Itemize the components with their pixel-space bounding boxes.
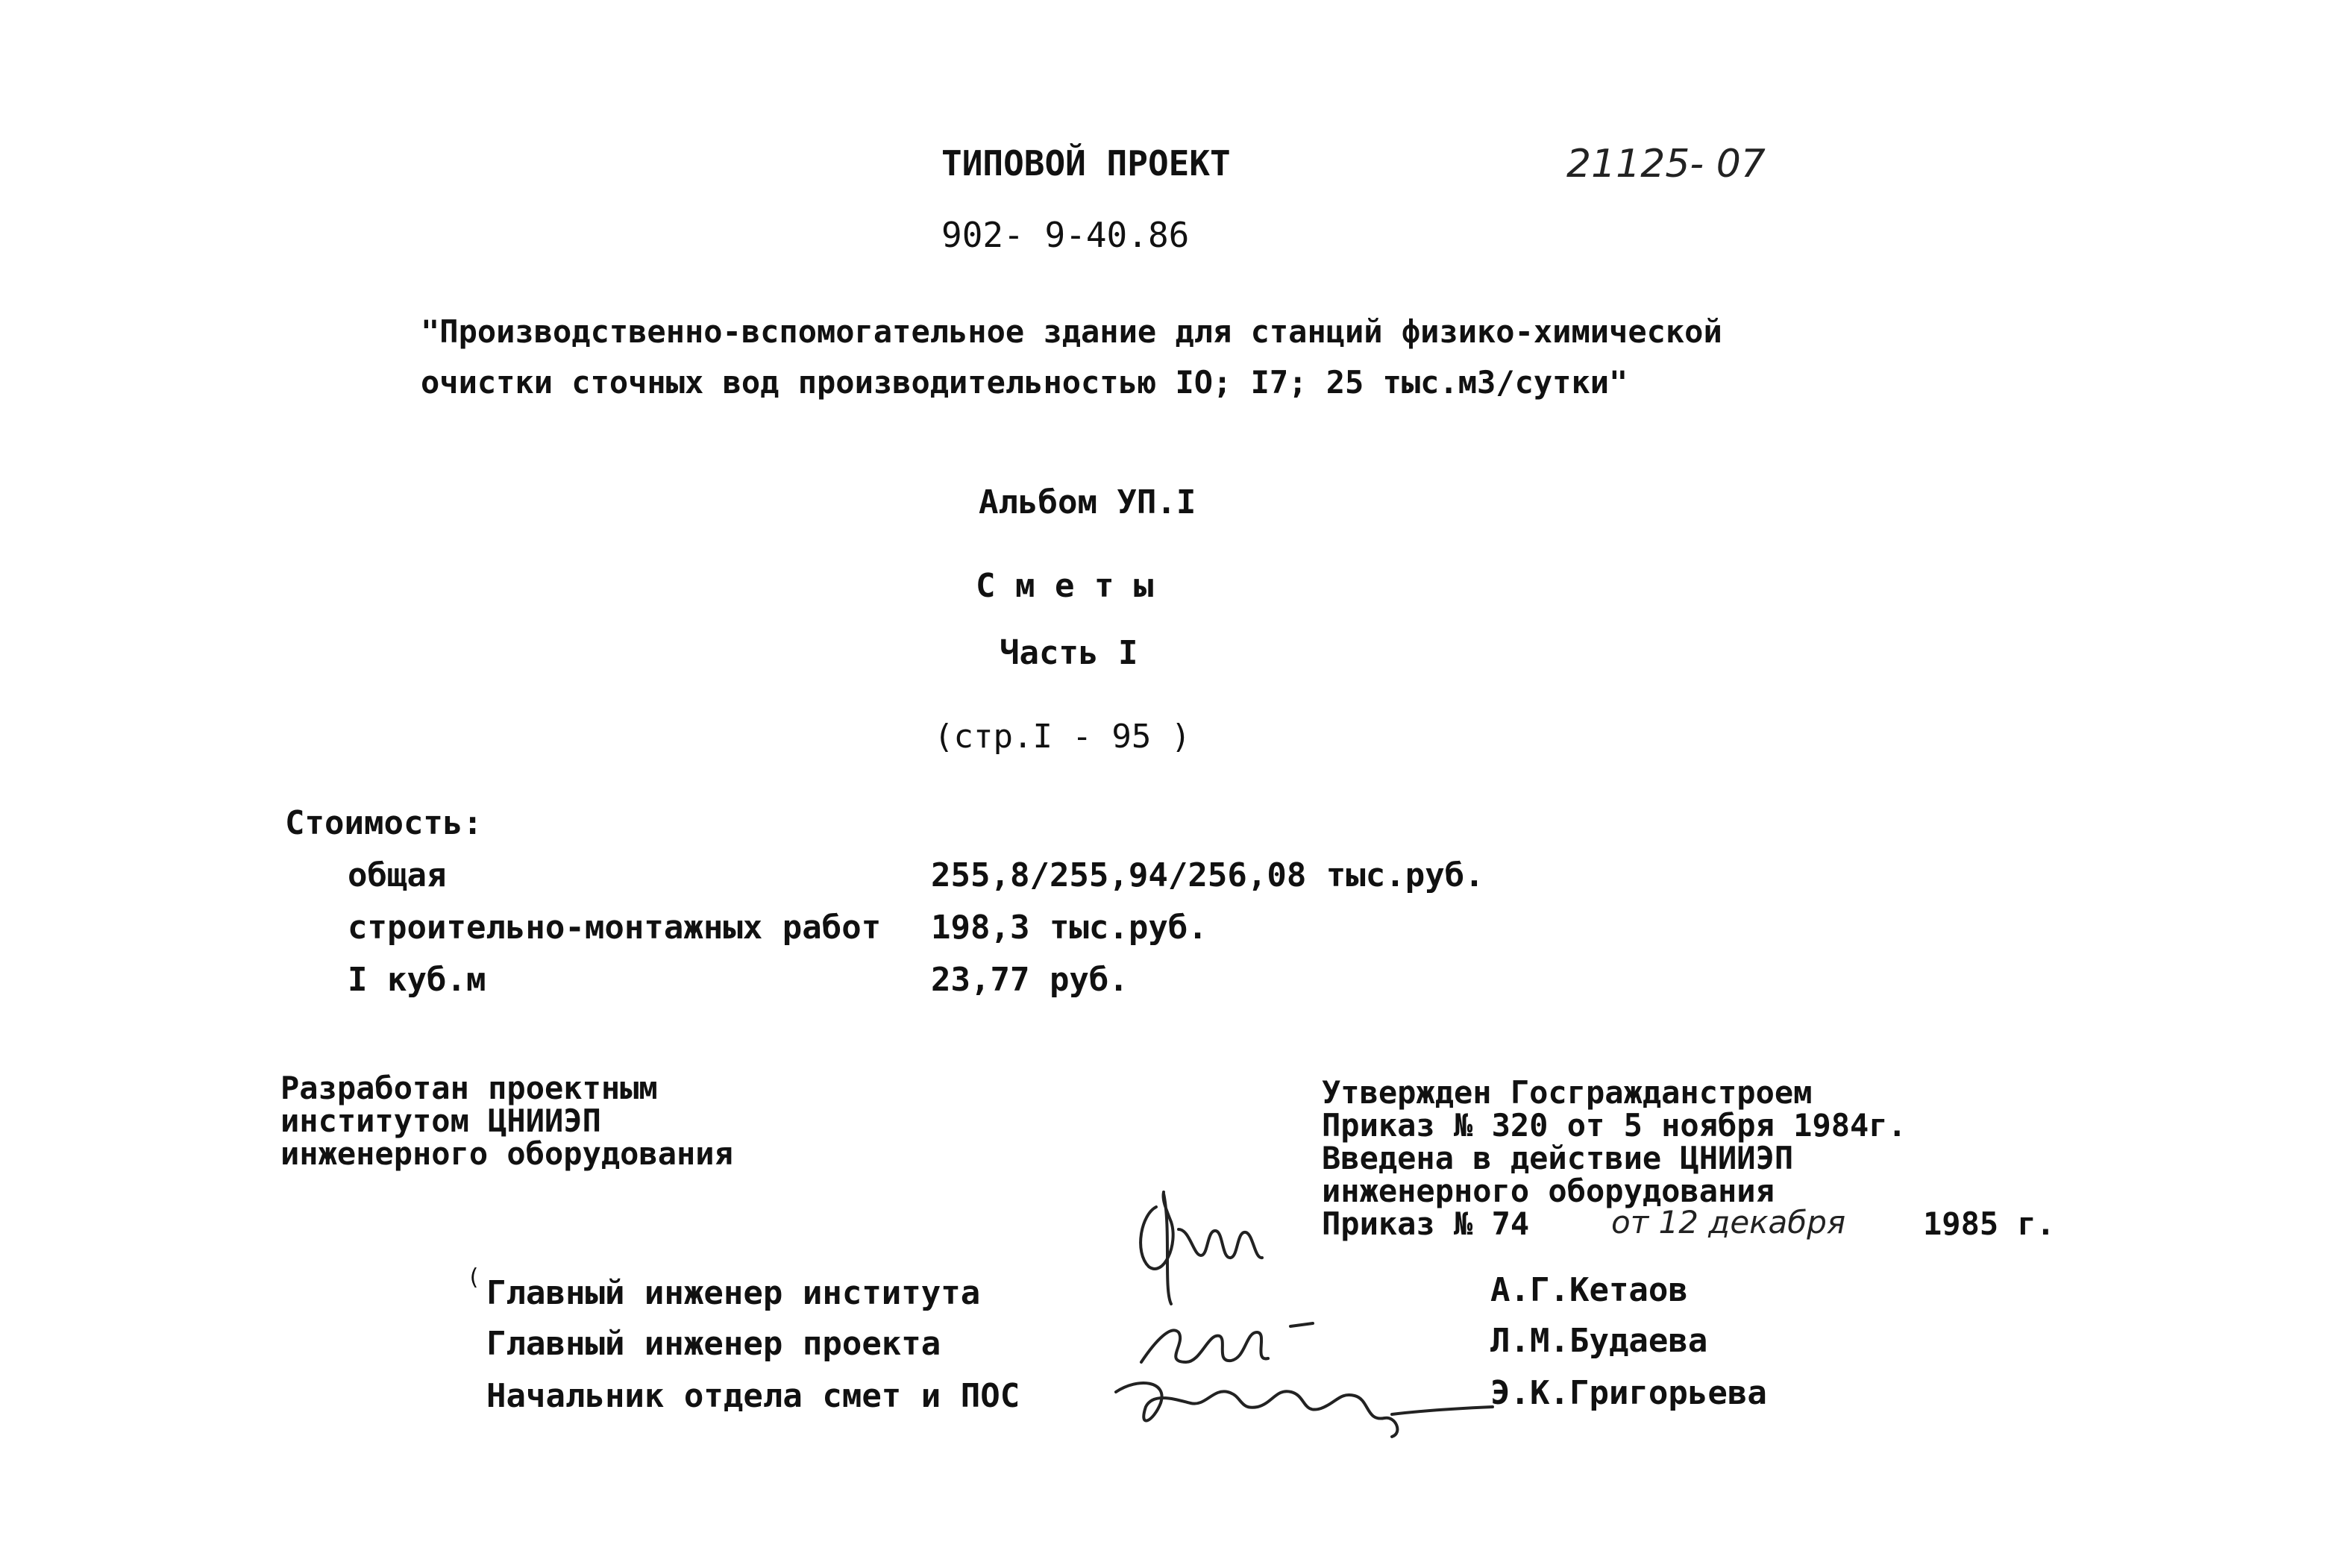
cost-value-per-m3: 23,77 руб. bbox=[931, 961, 1129, 999]
section-label: С м е т ы bbox=[976, 567, 1154, 605]
approval-year: 1985 г. bbox=[1923, 1205, 2056, 1242]
signatory-name-3: Э.К.Григорьева bbox=[1490, 1374, 1767, 1412]
approval-line-1: Утвержден Госгражданстроем bbox=[1322, 1074, 1813, 1111]
title-line-2: очистки сточных вод производительностью IO; I7; 25 тыс.м3/сутки" bbox=[421, 364, 1628, 401]
signature-grigoreva bbox=[1108, 1362, 1496, 1444]
developer-line-1: Разработан проектным bbox=[280, 1070, 658, 1106]
signatory-position-2: Главный инженер проекта bbox=[486, 1325, 941, 1363]
project-type-label: ТИПОВОЙ ПРОЕКТ bbox=[941, 143, 1231, 184]
bracket-mark: ( bbox=[467, 1264, 481, 1291]
approval-date-handwritten: от 12 декабря bbox=[1611, 1204, 1846, 1241]
signatory-name-1: А.Г.Кетаов bbox=[1490, 1271, 1688, 1309]
cost-heading: Стоимость: bbox=[285, 804, 483, 842]
project-number: 902- 9-40.86 bbox=[941, 215, 1190, 255]
developer-line-3: инженерного оборудования bbox=[280, 1135, 733, 1172]
cost-value-total: 255,8/255,94/256,08 тыс.руб. bbox=[931, 856, 1484, 894]
title-line-1: "Производственно-вспомогательное здание для станций физико-химической bbox=[421, 313, 1722, 350]
page-range: (стр.I - 95 ) bbox=[934, 718, 1191, 756]
part-label: Часть I bbox=[1000, 634, 1138, 672]
signature-ketaov bbox=[1119, 1185, 1283, 1311]
approval-line-5-prefix: Приказ № 74 bbox=[1322, 1205, 1530, 1242]
developer-line-2: институтом ЦНИИЭП bbox=[280, 1103, 601, 1139]
inventory-number-handwritten: 21125- 07 bbox=[1566, 142, 1766, 186]
cost-label-construction: строительно-монтажных работ bbox=[348, 909, 882, 947]
approval-line-3: Введена в действие ЦНИИЭП bbox=[1322, 1140, 1794, 1176]
signatory-position-3: Начальник отдела смет и ПОС bbox=[486, 1377, 1020, 1415]
cost-label-per-m3: I куб.м bbox=[348, 961, 486, 999]
approval-line-4: инженерного оборудования bbox=[1322, 1173, 1775, 1209]
album-label: Альбом УП.I bbox=[979, 483, 1196, 521]
cost-label-total: общая bbox=[348, 856, 447, 894]
approval-line-2: Приказ № 320 от 5 ноября 1984г. bbox=[1322, 1107, 1907, 1144]
signatory-name-2: Л.М.Будаева bbox=[1490, 1322, 1708, 1360]
cost-value-construction: 198,3 тыс.руб. bbox=[931, 909, 1208, 947]
signatory-position-1: Главный инженер института bbox=[486, 1274, 981, 1312]
